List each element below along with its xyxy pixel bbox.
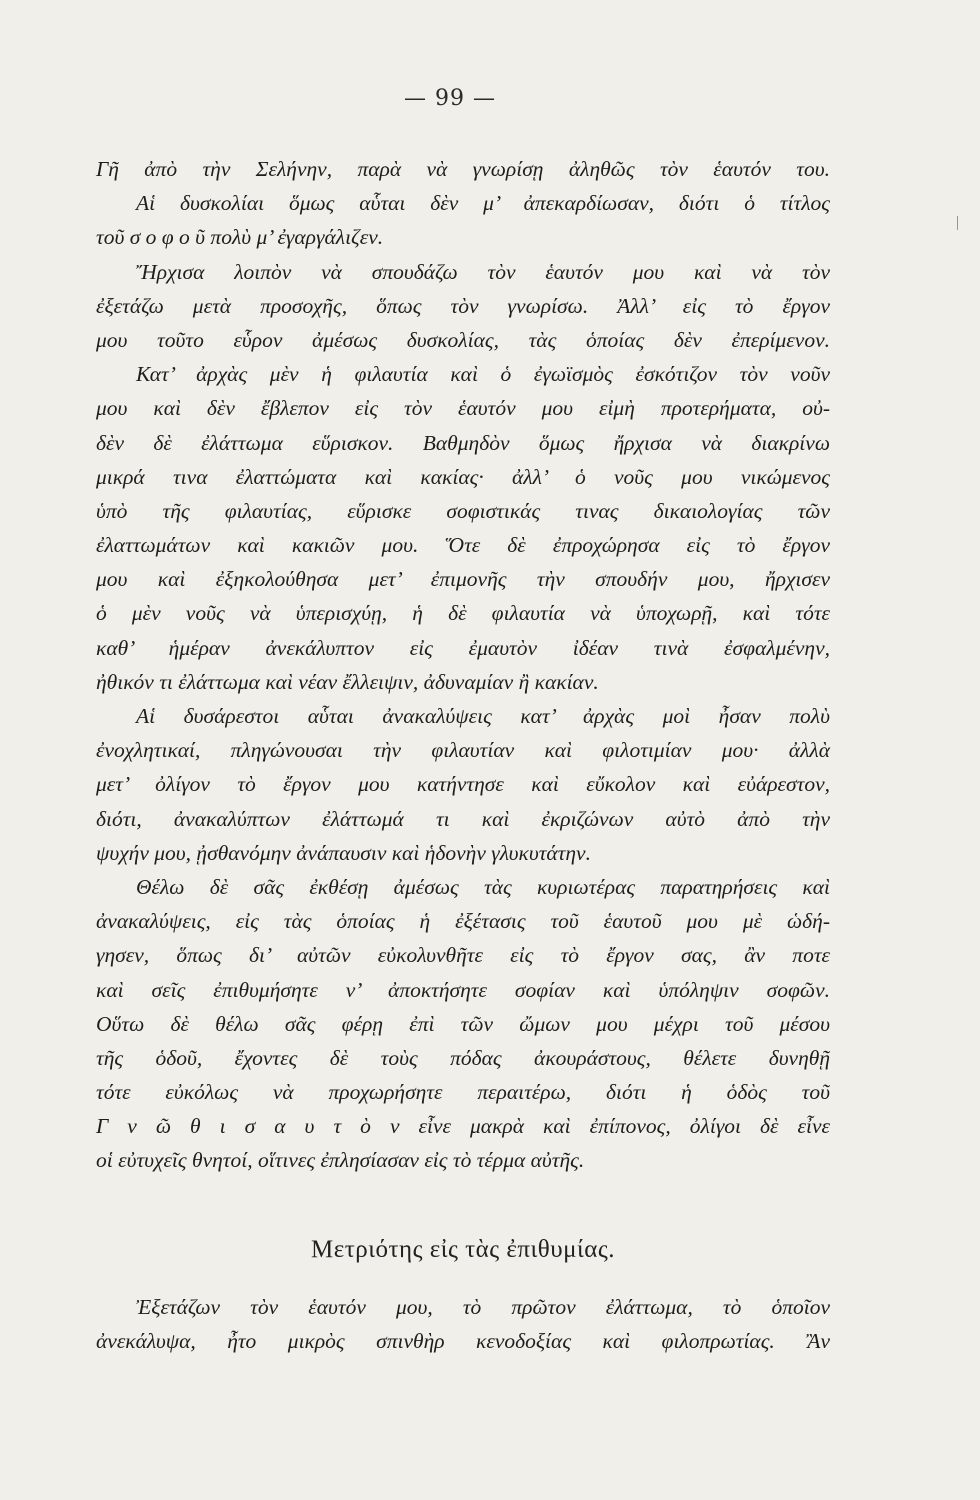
text-line: Κατ’ ἀρχὰς μὲν ἡ φιλαυτία καὶ ὁ ἐγωϊσμὸς ἐσκότιζον τὸν νοῦν bbox=[136, 362, 830, 387]
text-line: Θέλω δὲ σᾶς ἐκθέσῃ ἀμέσως τὰς κυριωτέρας παρατηρήσεις καὶ bbox=[136, 874, 830, 899]
text-line: Αἱ δυσάρεστοι αὗται ἀνακαλύψεις κατ’ ἀρχὰς μοὶ ἦσαν πολὺ bbox=[136, 704, 830, 728]
text-line: Ἐξετάζων τὸν ἑαυτόν μου, τὸ πρῶτον ἐλάττωμα, τὸ ὁποῖον bbox=[136, 1295, 830, 1319]
main-paragraph-text bbox=[96, 152, 830, 1178]
text-line: Οὕτω δὲ θέλω σᾶς φέρῃ ἐπὶ τῶν ὤμων μου μέχρι τοῦ μέσου bbox=[96, 1011, 830, 1036]
text-line: ἀνεκάλυψα, ἦτο μικρὸς σπινθὴρ κενοδοξίας καὶ φιλοπρωτίας. Ἂν bbox=[96, 1329, 830, 1354]
text-line: ὑπὸ τῆς φιλαυτίας, εὕρισκε σοφιστικάς τινας δικαιολογίας τῶν bbox=[96, 498, 830, 523]
text-line: δὲν δὲ ἐλάττωμα εὕρισκον. Βαθμηδὸν ὅμως ἤρχισα νὰ διακρίνω bbox=[96, 430, 830, 455]
text-line: μου καὶ ἐξηκολούθησα μετ’ ἐπιμονῆς τὴν σπουδήν μου, ἤρχισεν bbox=[96, 567, 830, 592]
text-line: Γῆ ἀπὸ τὴν Σελήνην, παρὰ νὰ γνωρίσῃ ἀληθῶς τὸν ἑαυτόν του. bbox=[96, 157, 830, 181]
text-line: τῆς ὁδοῦ, ἔχοντες δὲ τοὺς πόδας ἀκουράστους, θέλετε δυνηθῇ bbox=[96, 1045, 830, 1070]
text-line: γησεν, ὅπως δι’ αὐτῶν εὐκολυνθῆτε εἰς τὸ ἔργον σας, ἂν ποτε bbox=[96, 943, 830, 968]
section-paragraph-text bbox=[96, 1290, 830, 1358]
margin-mark bbox=[957, 216, 958, 230]
text-line: μικρά τινα ἐλαττώματα καὶ κακίας· ἀλλ’ ὁ νοῦς μου νικώμενος bbox=[96, 464, 830, 489]
text-line: καθ’ ἡμέραν ἀνεκάλυπτον εἰς ἐμαυτὸν ἰδέαν τινὰ ἐσφαλμένην, bbox=[96, 635, 830, 660]
text-line: ὁ μὲν νοῦς νὰ ὑπερισχύῃ, ἡ δὲ φιλαυτία νὰ ὑποχωρῇ, καὶ τότε bbox=[96, 601, 830, 626]
text-line: τότε εὐκόλως νὰ προχωρήσητε περαιτέρω, διότι ἡ ὁδὸς τοῦ bbox=[96, 1080, 830, 1105]
text-line: τοῦ σ ο φ ο ῦ πολὺ μ’ ἐγαργάλιζεν. bbox=[96, 225, 384, 250]
text-line: ἀνακαλύψεις, εἰς τὰς ὁποίας ἡ ἐξέτασις τοῦ ἑαυτοῦ μου μὲ ὡδή- bbox=[96, 909, 830, 934]
text-line: Γ ν ῶ θ ι σ α υ τ ὸ ν εἶνε μακρὰ καὶ ἐπίπονος, ὀλίγοι δὲ εἶνε bbox=[96, 1114, 830, 1139]
text-line: διότι, ἀνακαλύπτων ἐλάττωμά τι καὶ ἐκριζώνων αὐτὸ ἀπὸ τὴν bbox=[96, 806, 830, 831]
text-line: μου τοῦτο εὗρον ἀμέσως δυσκολίας, τὰς ὁποίας δὲν ἐπερίμενον. bbox=[96, 327, 830, 352]
text-line: ἐξετάζω μετὰ προσοχῆς, ὅπως τὸν γνωρίσω. Ἀλλ’ εἰς τὸ ἔργον bbox=[96, 293, 830, 318]
section-heading: Μετριότης εἰς τὰς ἐπιθυμίας. bbox=[311, 1236, 615, 1263]
text-line: ἐλαττωμάτων καὶ κακιῶν μου. Ὅτε δὲ ἐπροχώρησα εἰς τὸ ἔργον bbox=[96, 533, 830, 558]
text-line: ψυχήν μου, ᾐσθανόμην ἀνάπαυσιν καὶ ἡδονὴν γλυκυτάτην. bbox=[96, 840, 591, 865]
text-line: Ἤρχισα λοιπὸν νὰ σπουδάζω τὸν ἑαυτόν μου καὶ νὰ τὸν bbox=[136, 259, 830, 284]
page-number: — 99 — bbox=[404, 86, 496, 111]
text-line: καὶ σεῖς ἐπιθυμήσητε ν’ ἀποκτήσητε σοφίαν καὶ ὑπόληψιν σοφῶν. bbox=[96, 977, 830, 1002]
text-line: Αἱ δυσκολίαι ὅμως αὗται δὲν μ’ ἀπεκαρδίωσαν, διότι ὁ τίτλος bbox=[136, 191, 830, 216]
text-line: μετ’ ὀλίγον τὸ ἔργον μου κατήντησε καὶ εὔκολον καὶ εὐάρεστον, bbox=[96, 772, 830, 797]
text-line: μου καὶ δὲν ἔβλεπον εἰς τὸν ἑαυτόν μου εἰμὴ προτερήματα, οὐ- bbox=[96, 396, 830, 421]
text-line: οἱ εὐτυχεῖς θνητοί, οἵτινες ἐπλησίασαν εἰς τὸ τέρμα αὐτῆς. bbox=[96, 1148, 585, 1173]
text-line: ἠθικόν τι ἐλάττωμα καὶ νέαν ἔλλειψιν, ἀδυναμίαν ἢ κακίαν. bbox=[96, 669, 599, 694]
text-line: ἐνοχλητικαί, πληγώνουσαι τὴν φιλαυτίαν καὶ φιλοτιμίαν μου· ἀλλὰ bbox=[96, 738, 830, 763]
